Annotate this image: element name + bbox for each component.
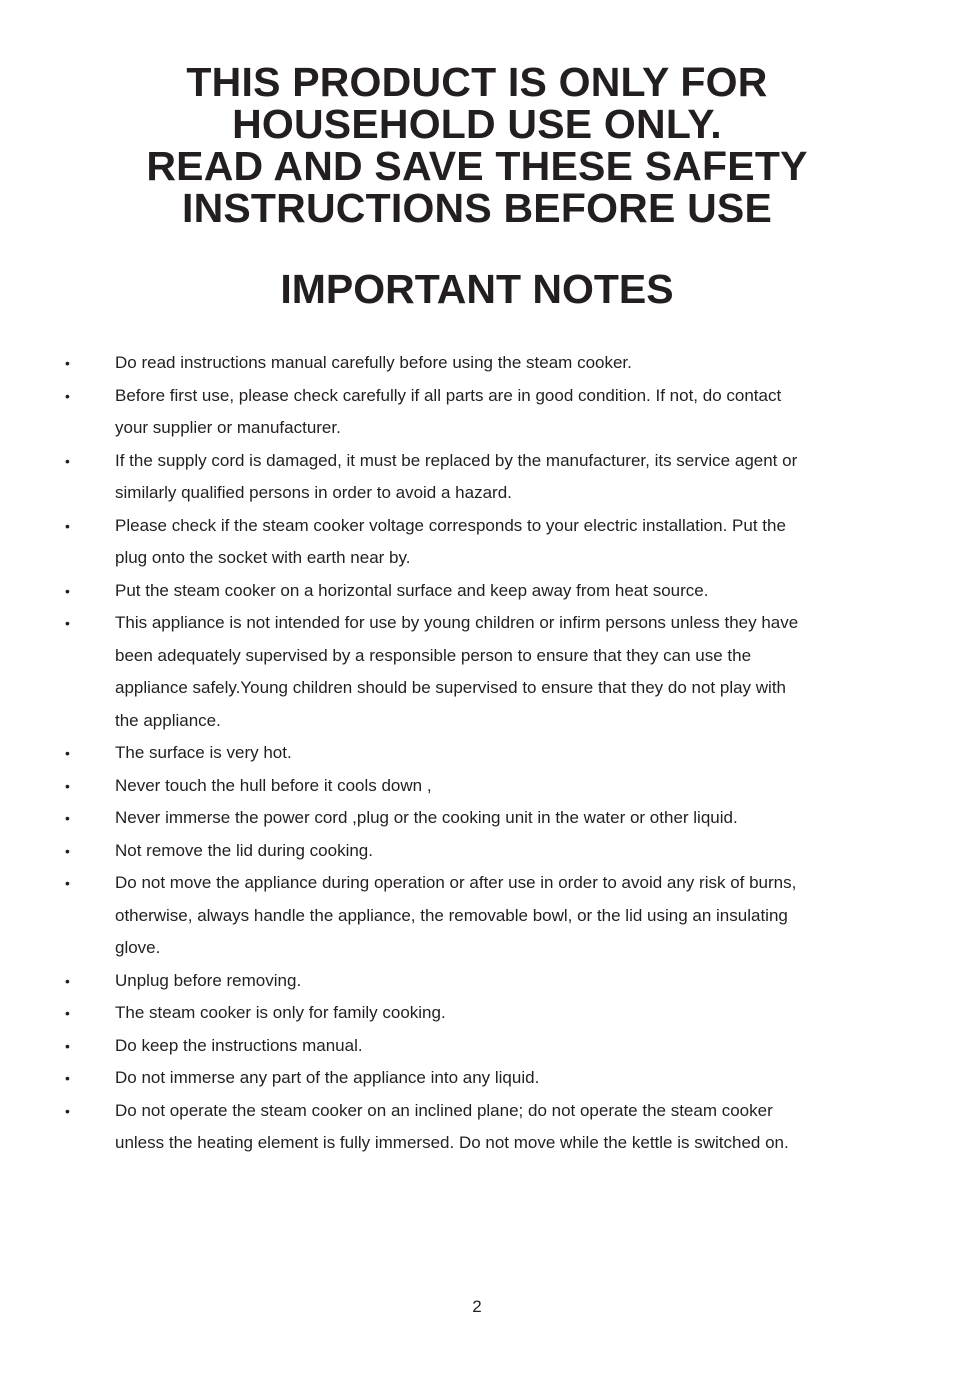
bullet-icon: • <box>65 1070 70 1086</box>
list-item <box>0 965 954 998</box>
list-item <box>0 607 954 737</box>
note-text: Not remove the lid during cooking. <box>115 840 373 860</box>
bullet-icon: • <box>65 972 70 989</box>
list-item <box>0 737 954 770</box>
page-title <box>0 61 954 229</box>
note-text: Never touch the hull before it cools down , <box>115 775 432 795</box>
title-line: INSTRUCTIONS BEFORE USE <box>181 185 773 231</box>
note-text: Before first use, please check carefully if all parts are in good condition. If not, do contact your supplier or manufacturer. <box>115 385 782 437</box>
list-item <box>0 867 954 965</box>
bullet-icon: • <box>65 355 70 371</box>
bullet-icon: • <box>65 1102 70 1119</box>
bullet-icon: • <box>65 582 70 599</box>
list-item <box>0 835 954 868</box>
list-item <box>0 380 954 445</box>
bullet-icon: • <box>65 810 70 826</box>
list-item <box>0 575 954 608</box>
list-item <box>0 1095 954 1160</box>
notes-list <box>0 347 954 1160</box>
bullet-icon: • <box>65 1037 70 1054</box>
bullet-icon: • <box>65 842 70 859</box>
list-item <box>0 997 954 1030</box>
note-text: Do not operate the steam cooker on an inclined plane; do not operate the steam cooker unless the heating element is fully immersed. Do not move while the kettle is switched on. <box>115 1100 789 1152</box>
list-item <box>0 1062 954 1095</box>
important-notes-heading: IMPORTANT NOTES <box>280 266 674 312</box>
note-text: Do not immerse any part of the appliance into any liquid. <box>115 1068 540 1087</box>
note-text: This appliance is not intended for use by young children or infirm persons unless they have been adequately supervised by a responsible person to ensure that they can use the appliance safely.Young children should be supervised to ensure that they do not play with the appliance. <box>115 613 799 730</box>
bullet-icon: • <box>65 452 70 469</box>
bullet-icon: • <box>65 615 70 631</box>
bullet-icon: • <box>65 777 70 794</box>
list-item <box>0 770 954 803</box>
note-text: Put the steam cooker on a horizontal surface and keep away from heat source. <box>115 580 709 600</box>
note-text: Please check if the steam cooker voltage corresponds to your electric installation. Put the plug onto the socket with earth near by. <box>115 515 786 567</box>
bullet-icon: • <box>65 387 70 404</box>
title-line: THIS PRODUCT IS ONLY FOR <box>186 59 768 105</box>
note-text: The surface is very hot. <box>115 743 292 762</box>
note-text: Do not move the appliance during operation or after use in order to avoid any risk of burns, otherwise, always handle the appliance, the removable bowl, or the lid using an insulating glove. <box>115 873 797 957</box>
list-item <box>0 1030 954 1063</box>
bullet-icon: • <box>65 1005 70 1021</box>
title-line: HOUSEHOLD USE ONLY. <box>232 101 722 147</box>
note-text: Do read instructions manual carefully before using the steam cooker. <box>115 353 632 372</box>
list-item <box>0 802 954 835</box>
title-line: READ AND SAVE THESE SAFETY <box>146 143 808 189</box>
note-text: Unplug before removing. <box>115 970 302 990</box>
list-item <box>0 445 954 510</box>
bullet-icon: • <box>65 745 70 761</box>
page-number: 2 <box>472 1297 482 1316</box>
note-text: If the supply cord is damaged, it must be replaced by the manufacturer, its service agent or similarly qualified persons in order to avoid a hazard. <box>115 450 798 502</box>
note-text: The steam cooker is only for family cooking. <box>115 1003 446 1022</box>
list-item <box>0 347 954 380</box>
bullet-icon: • <box>65 517 70 534</box>
note-text: Do keep the instructions manual. <box>115 1035 363 1055</box>
list-item <box>0 510 954 575</box>
note-text: Never immerse the power cord ,plug or the cooking unit in the water or other liquid. <box>115 808 738 827</box>
bullet-icon: • <box>65 875 70 891</box>
